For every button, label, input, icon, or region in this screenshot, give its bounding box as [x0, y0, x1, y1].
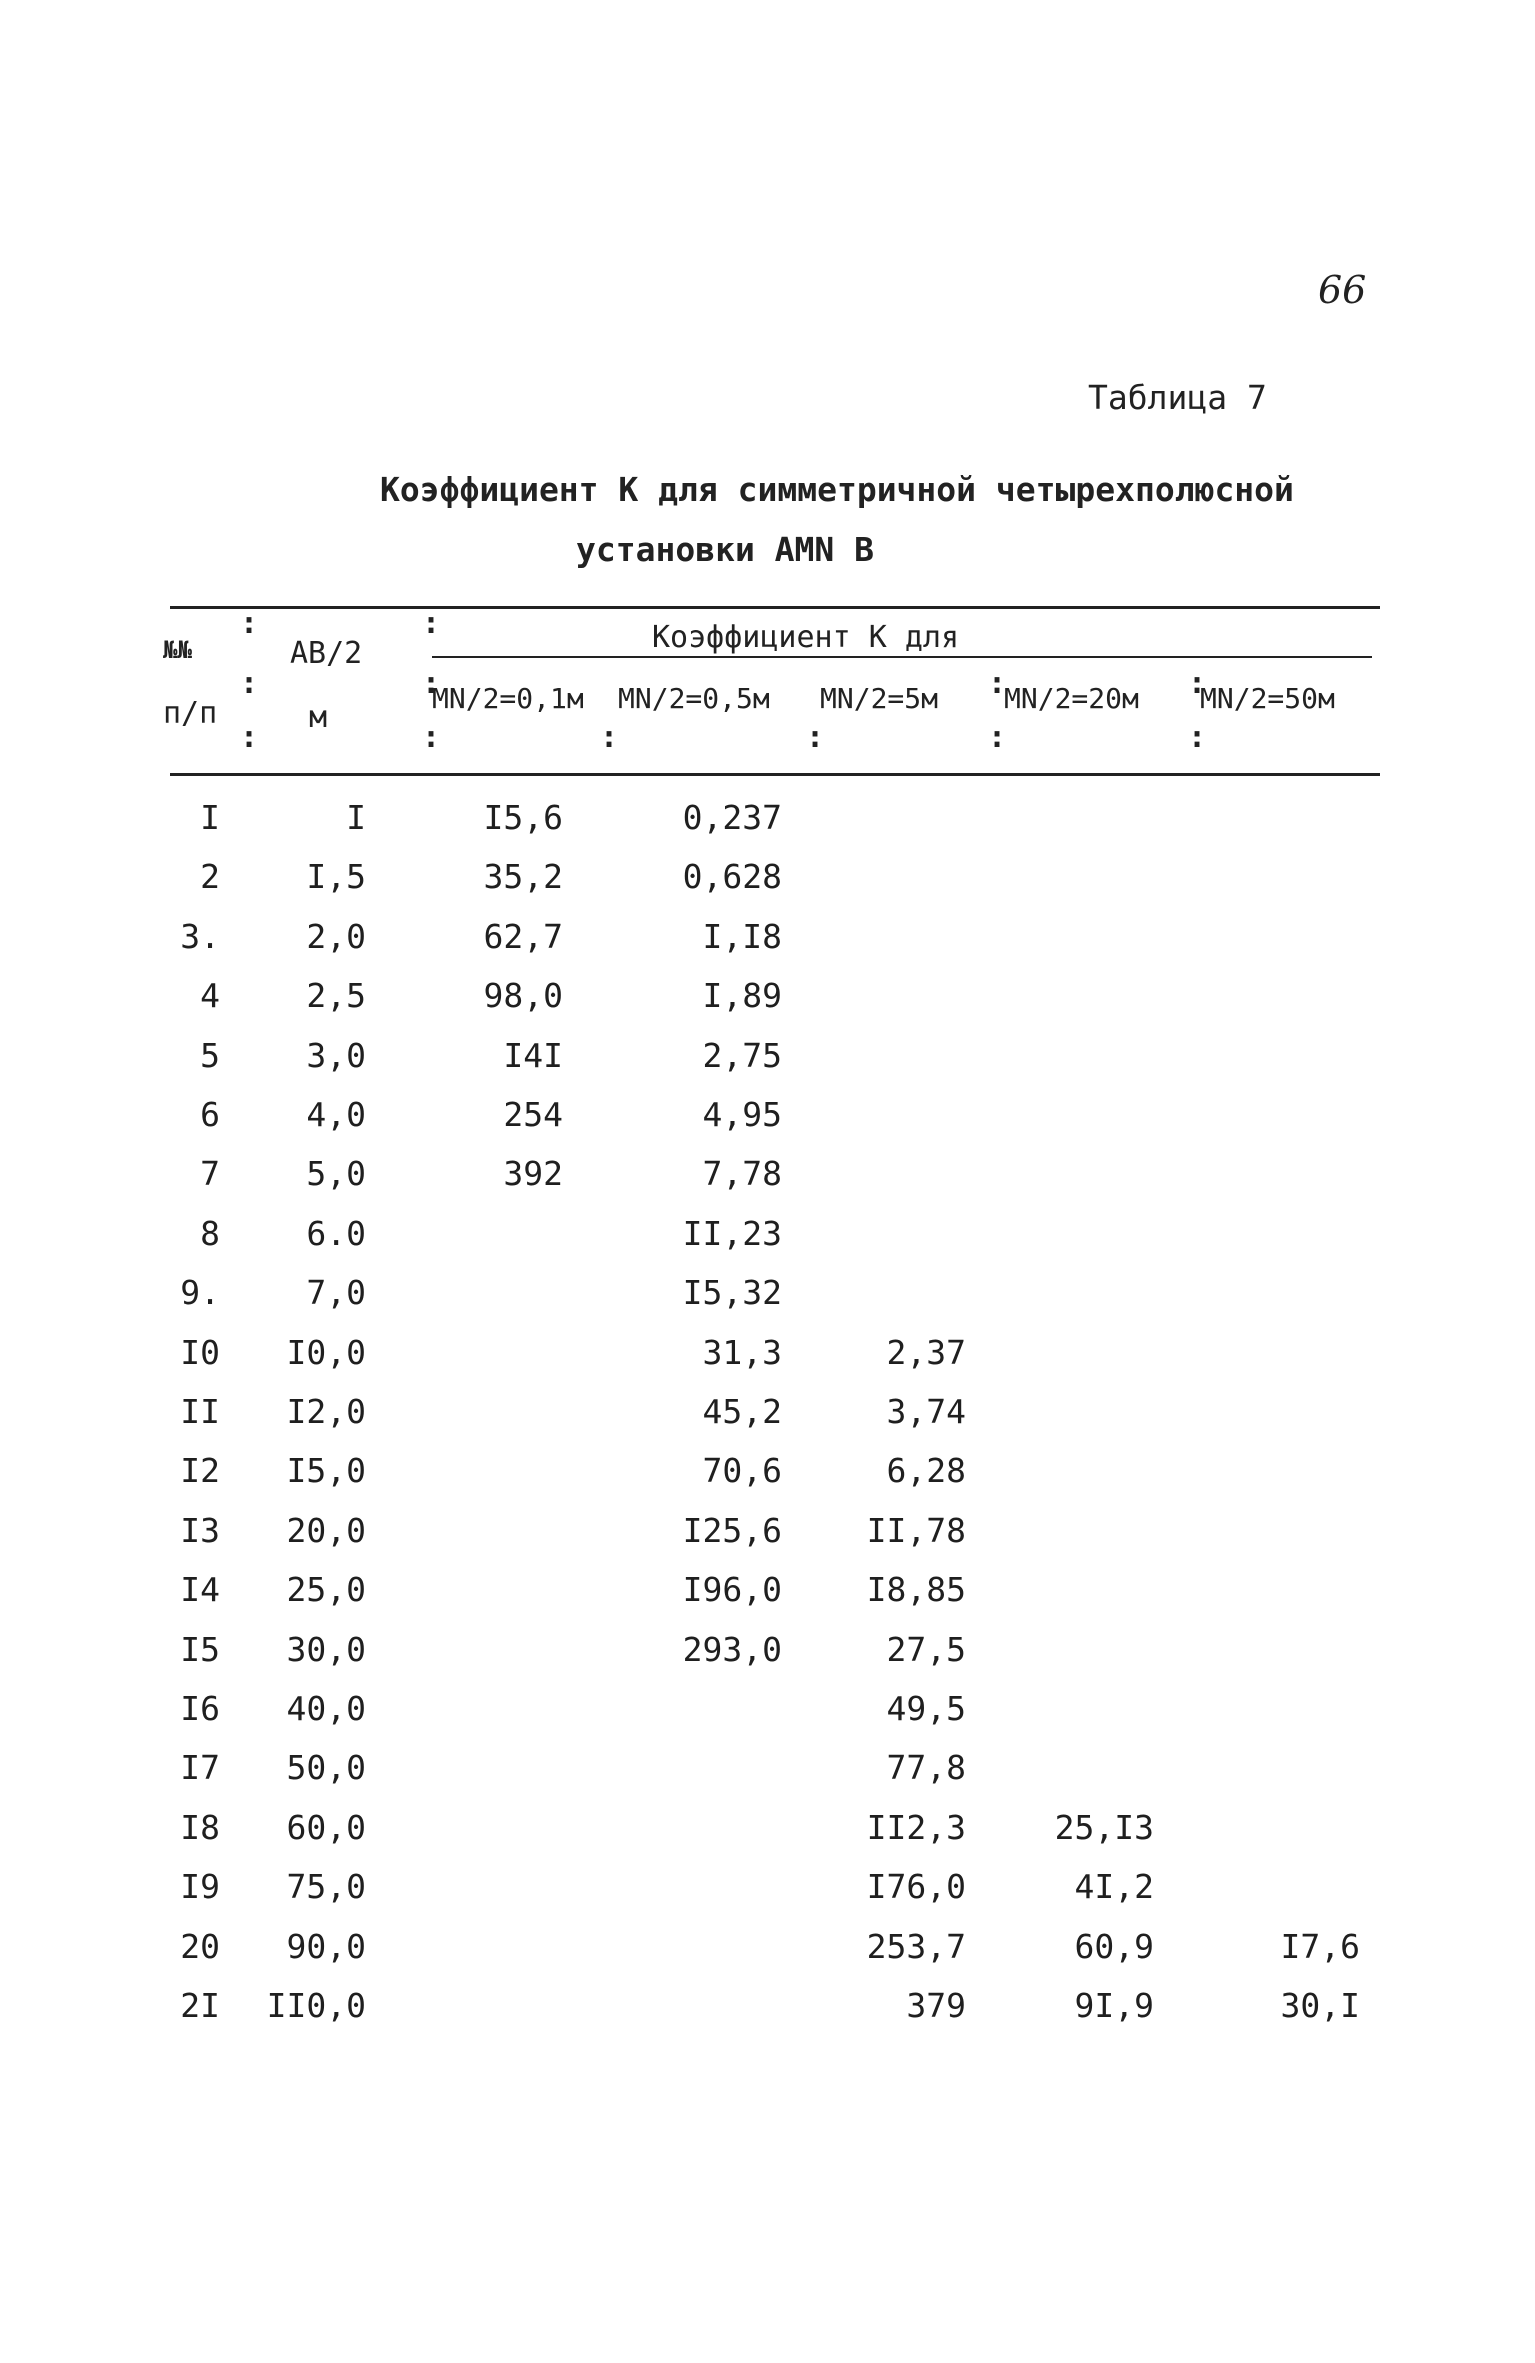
cell-k-mn-5: 379 [906, 1986, 966, 2025]
cell-k-mn-5: 2,37 [886, 1332, 966, 1372]
cell-row-number: 3. [180, 916, 220, 956]
cell-ab-half: 50,0 [286, 1748, 366, 1788]
cell-row-number: 7 [200, 1154, 220, 1194]
cell-row-number: I2 [180, 1451, 220, 1491]
cell-ab-half: 75,0 [286, 1867, 366, 1907]
cell-k-mn-5: 27,5 [886, 1629, 966, 1669]
cell-row-number: I4 [180, 1570, 220, 1610]
header-group-title: Коэффициент К для [652, 620, 960, 655]
cell-ab-half: 90,0 [286, 1926, 366, 1966]
cell-k-mn-05: 2,75 [702, 1035, 782, 1075]
cell-k-mn-01: 98,0 [483, 976, 563, 1016]
cell-row-number: 4 [200, 976, 220, 1016]
cell-k-mn-05: I96,0 [682, 1570, 782, 1610]
cell-row-number: I6 [180, 1689, 220, 1728]
separator: : [1188, 720, 1207, 755]
cell-row-number: 2 [200, 857, 220, 897]
cell-row-number: I7 [180, 1748, 220, 1788]
cell-ab-half: 40,0 [286, 1689, 366, 1728]
cell-row-number: 20 [180, 1926, 220, 1966]
cell-k-mn-01: 62,7 [483, 916, 563, 956]
cell-ab-half: 3,0 [306, 1035, 366, 1075]
cell-k-mn-20: 9I,9 [1074, 1986, 1154, 2025]
cell-ab-half: I5,0 [286, 1451, 366, 1491]
cell-row-number: 8 [200, 1213, 220, 1253]
cell-k-mn-05: 4,95 [702, 1095, 782, 1134]
cell-k-mn-5: I8,85 [866, 1570, 966, 1610]
cell-row-number: II [180, 1392, 220, 1431]
table-title-line2: установки AMN B [576, 530, 875, 569]
cell-ab-half: 20,0 [286, 1510, 366, 1550]
cell-ab-half: I,5 [306, 857, 366, 897]
cell-row-number: I3 [180, 1510, 220, 1550]
cell-k-mn-5: 49,5 [886, 1689, 966, 1728]
cell-row-number: I0 [180, 1332, 220, 1372]
cell-k-mn-5: II,78 [866, 1510, 966, 1550]
cell-k-mn-5: 77,8 [886, 1748, 966, 1788]
cell-k-mn-05: I25,6 [682, 1510, 782, 1550]
cell-k-mn-05: 0,628 [682, 857, 782, 897]
cell-k-mn-5: II2,3 [866, 1807, 966, 1847]
separator: : [1188, 666, 1207, 701]
table-top-rule [170, 606, 1380, 609]
cell-k-mn-50: 30,I [1280, 1986, 1360, 2025]
cell-row-number: 6 [200, 1095, 220, 1134]
cell-k-mn-05: 45,2 [702, 1392, 782, 1431]
cell-k-mn-01: I4I [503, 1035, 563, 1075]
cell-k-mn-20: 25,I3 [1054, 1807, 1154, 1847]
header-col-mn-5: MN/2=5м [820, 682, 939, 715]
cell-k-mn-05: 70,6 [702, 1451, 782, 1491]
cell-k-mn-5: 253,7 [866, 1926, 966, 1966]
cell-k-mn-01: I5,6 [483, 798, 563, 837]
cell-row-number: 9. [180, 1273, 220, 1313]
separator: : [422, 720, 441, 755]
cell-ab-half: I2,0 [286, 1392, 366, 1431]
cell-k-mn-50: I7,6 [1280, 1926, 1360, 1966]
cell-row-number: I [200, 798, 220, 837]
header-number-line1: №№ [163, 636, 192, 664]
group-header-rule [432, 656, 1372, 658]
cell-row-number: 5 [200, 1035, 220, 1075]
cell-ab-half: 60,0 [286, 1807, 366, 1847]
cell-k-mn-05: I,89 [702, 976, 782, 1016]
separator: : [240, 606, 259, 641]
header-ab-line1: AB/2 [290, 636, 363, 671]
separator: : [422, 666, 441, 701]
cell-k-mn-05: II,23 [682, 1213, 782, 1253]
cell-k-mn-01: 392 [503, 1154, 563, 1194]
header-col-mn-01: MN/2=0,1м [432, 682, 584, 715]
separator: : [240, 720, 259, 755]
cell-k-mn-20: 60,9 [1074, 1926, 1154, 1966]
cell-k-mn-05: I5,32 [682, 1273, 782, 1313]
table-title-line1: Коэффициент К для симметричной четырехполюсной [380, 470, 1294, 509]
cell-k-mn-05: I,I8 [702, 916, 782, 956]
cell-ab-half: 2,0 [306, 916, 366, 956]
cell-k-mn-01: 35,2 [483, 857, 563, 897]
cell-k-mn-5: 3,74 [886, 1392, 966, 1431]
separator: : [600, 720, 619, 755]
cell-ab-half: 4,0 [306, 1095, 366, 1134]
cell-ab-half: 6.0 [306, 1213, 366, 1253]
cell-ab-half: I0,0 [286, 1332, 366, 1372]
separator: : [988, 666, 1007, 701]
table-label: Таблица 7 [1088, 378, 1267, 417]
cell-row-number: I8 [180, 1807, 220, 1847]
separator: : [422, 606, 441, 641]
page-number: 66 [1318, 268, 1367, 312]
separator: : [240, 666, 259, 701]
header-col-mn-05: MN/2=0,5м [618, 682, 770, 715]
cell-row-number: I5 [180, 1629, 220, 1669]
header-col-mn-50: MN/2=50м [1200, 682, 1335, 715]
separator: : [988, 720, 1007, 755]
cell-ab-half: 25,0 [286, 1570, 366, 1610]
header-bottom-rule [170, 773, 1380, 776]
cell-row-number: I9 [180, 1867, 220, 1907]
cell-k-mn-05: 31,3 [702, 1332, 782, 1372]
cell-ab-half: 2,5 [306, 976, 366, 1016]
cell-k-mn-5: I76,0 [866, 1867, 966, 1907]
cell-k-mn-01: 254 [503, 1095, 563, 1134]
cell-row-number: 2I [180, 1986, 220, 2025]
header-ab-line2: м [309, 700, 328, 735]
cell-k-mn-05: 293,0 [682, 1629, 782, 1669]
header-col-mn-20: MN/2=20м [1004, 682, 1139, 715]
cell-ab-half: 7,0 [306, 1273, 366, 1313]
separator: : [806, 720, 825, 755]
header-number-line2: п/п [163, 696, 218, 731]
cell-ab-half: 5,0 [306, 1154, 366, 1194]
cell-k-mn-05: 7,78 [702, 1154, 782, 1194]
cell-k-mn-20: 4I,2 [1074, 1867, 1154, 1907]
cell-k-mn-05: 0,237 [682, 798, 782, 837]
cell-ab-half: I [346, 798, 366, 837]
cell-k-mn-5: 6,28 [886, 1451, 966, 1491]
cell-ab-half: II0,0 [266, 1986, 366, 2025]
cell-ab-half: 30,0 [286, 1629, 366, 1669]
